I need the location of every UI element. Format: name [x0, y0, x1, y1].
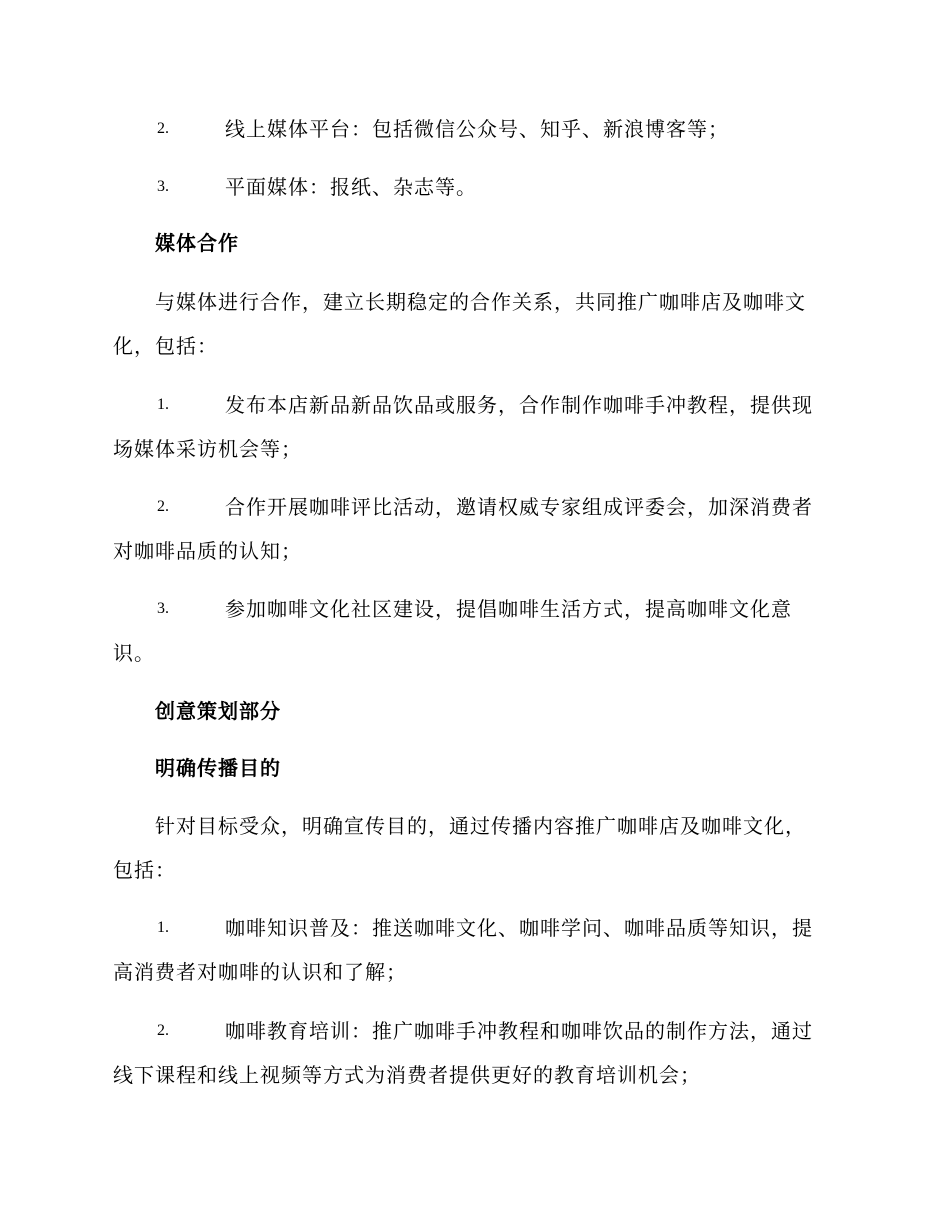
paragraph-line: 与媒体进行合作，建立长期稳定的合作关系，共同推广咖啡店及咖啡文	[155, 290, 806, 314]
paragraph-line: 包括：	[113, 858, 176, 882]
list-item	[113, 906, 835, 994]
section-heading-goal: 明确传播目的	[155, 756, 281, 780]
list-text-continuation: 高消费者对咖啡的认识和了解；	[113, 960, 407, 984]
paragraph-line: 针对目标受众，明确宣传目的，通过传播内容推广咖啡店及咖啡文化，	[155, 814, 806, 838]
list-number: 2.	[157, 498, 169, 515]
list-number: 3.	[157, 600, 169, 617]
list-text: 咖啡教育培训：推广咖啡手冲教程和咖啡饮品的制作方法，通过	[225, 1019, 813, 1043]
paragraph-line: 化，包括：	[113, 334, 218, 358]
list-text-continuation: 识。	[113, 641, 155, 665]
list-text: 发布本店新品新品饮品或服务，合作制作咖啡手冲教程，提供现	[225, 393, 813, 417]
list-item	[113, 107, 835, 151]
list-text-continuation: 场媒体采访机会等；	[113, 437, 302, 461]
paragraph-media	[113, 280, 835, 368]
list-item	[113, 485, 835, 573]
section-heading-media: 媒体合作	[155, 231, 239, 255]
list-item	[113, 1009, 835, 1097]
list-number: 3.	[157, 178, 169, 195]
list-text: 平面媒体：报纸、杂志等。	[225, 175, 477, 199]
list-text-continuation: 对咖啡品质的认知；	[113, 539, 302, 563]
list-text-continuation: 线下课程和线上视频等方式为消费者提供更好的教育培训机会；	[113, 1063, 701, 1087]
section-heading-creative: 创意策划部分	[155, 699, 281, 723]
list-text: 线上媒体平台：包括微信公众号、知乎、新浪博客等；	[225, 117, 729, 141]
list-number: 2.	[157, 120, 169, 137]
list-text: 合作开展咖啡评比活动，邀请权威专家组成评委会，加深消费者	[225, 495, 813, 519]
list-number: 2.	[157, 1022, 169, 1039]
list-text: 参加咖啡文化社区建设，提倡咖啡生活方式，提高咖啡文化意	[225, 597, 792, 621]
list-item	[113, 165, 835, 209]
list-text: 咖啡知识普及：推送咖啡文化、咖啡学问、咖啡品质等知识，提	[225, 916, 813, 940]
list-item	[113, 383, 835, 471]
paragraph-goal	[113, 804, 835, 892]
list-number: 1.	[157, 396, 169, 413]
list-number: 1.	[157, 919, 169, 936]
list-item	[113, 587, 835, 675]
